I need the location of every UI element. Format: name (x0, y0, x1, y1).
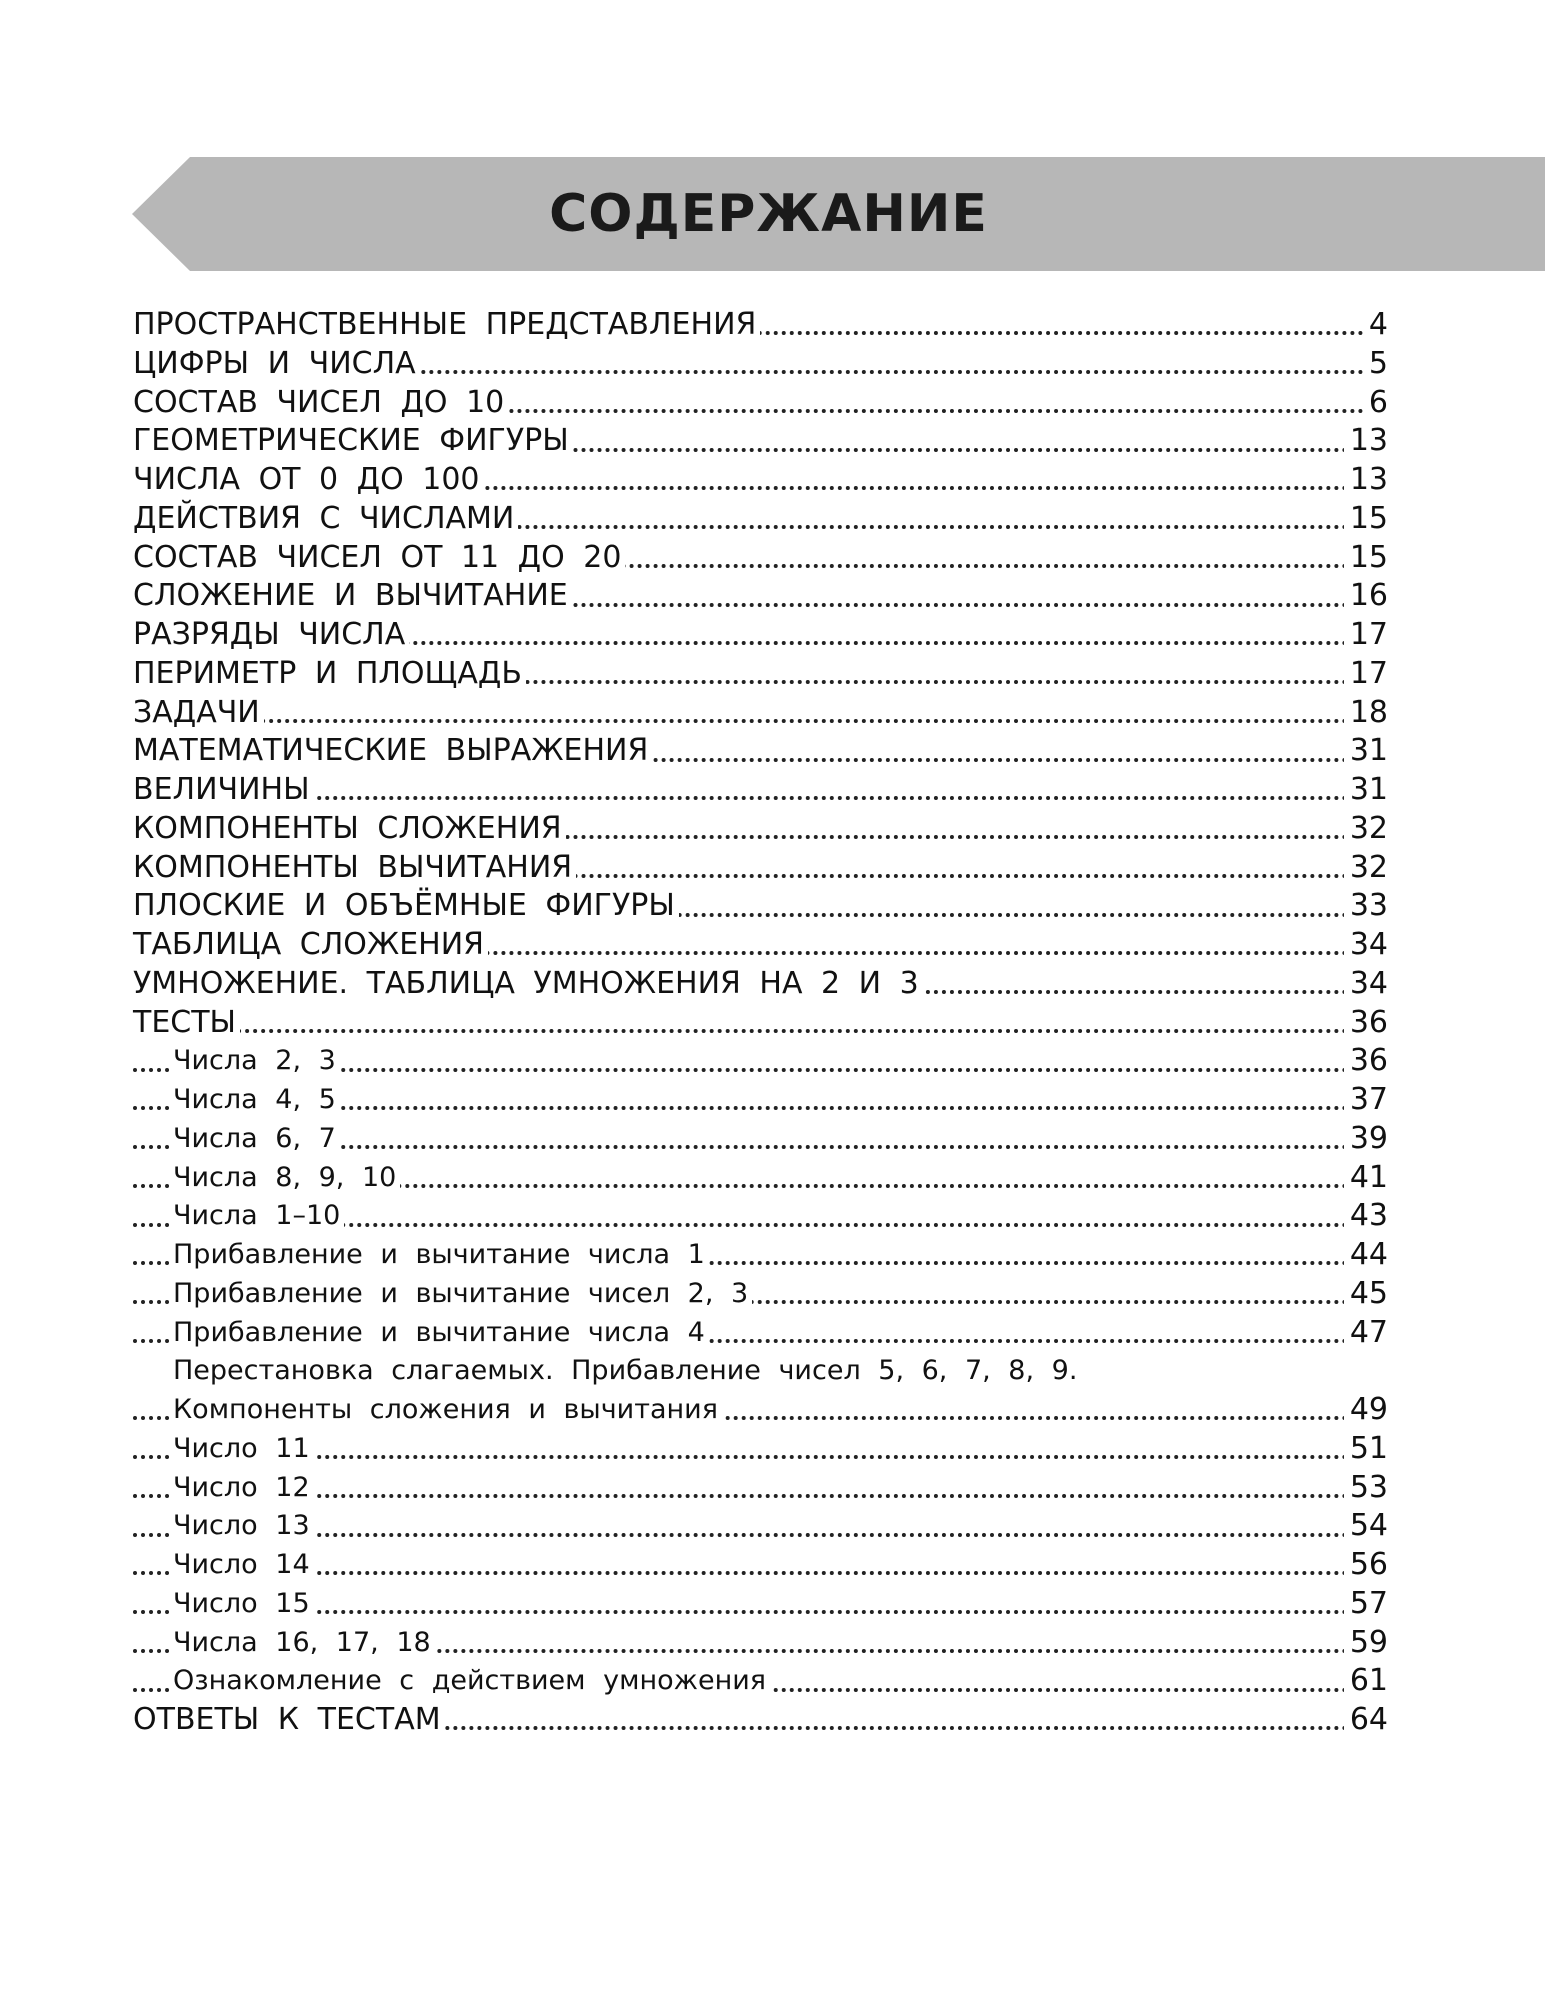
toc-entry-label: Числа 1–10 (173, 1200, 344, 1231)
toc-entry-page-number: 59 (1344, 1624, 1388, 1663)
toc-entry[interactable] (133, 887, 1388, 926)
toc-entry-page-number: 17 (1344, 616, 1388, 655)
toc-entry-label: Ознакомление с действием умножения (173, 1665, 770, 1696)
toc-entry-page-number: 44 (1344, 1236, 1388, 1275)
toc-entry-page-number: 53 (1344, 1469, 1388, 1508)
toc-subentry[interactable] (133, 1314, 1388, 1353)
toc-entry-label: Прибавление и вычитание числа 1 (173, 1239, 709, 1270)
toc-entry-page-number: 54 (1344, 1507, 1388, 1546)
toc-entry-label: Числа 4, 5 (173, 1084, 340, 1115)
toc-subentry[interactable] (133, 1546, 1388, 1585)
toc-subentry[interactable] (133, 1081, 1388, 1120)
dot-leader (133, 796, 1388, 800)
toc-entry-page-number: 6 (1363, 384, 1388, 423)
toc-entry[interactable] (133, 926, 1388, 965)
toc-entry-page-number: 5 (1363, 345, 1388, 384)
dot-leader (133, 1610, 1388, 1614)
toc-entry[interactable] (133, 965, 1388, 1004)
toc-subentry[interactable] (133, 1391, 1388, 1430)
toc-subentry[interactable] (133, 1507, 1388, 1546)
toc-entry[interactable] (133, 694, 1388, 733)
toc-entry-page-number: 49 (1344, 1391, 1388, 1430)
dot-leader (133, 1494, 1388, 1498)
toc-subentry[interactable] (133, 1042, 1388, 1081)
toc-entry-label: ПРОСТРАНСТВЕННЫЕ ПРЕДСТАВЛЕНИЯ (133, 307, 760, 342)
toc-entry-label: Перестановка слагаемых. Прибавление чисел 5, 6, 7, 8, 9. (173, 1355, 1081, 1386)
toc-subentry[interactable] (133, 1585, 1388, 1624)
toc-entry-label: Прибавление и вычитание числа 4 (173, 1317, 709, 1348)
toc-entry-label: ВЕЛИЧИНЫ (133, 772, 314, 807)
toc-entry[interactable] (133, 384, 1388, 423)
toc-entry-page-number: 33 (1344, 887, 1388, 926)
toc-entry[interactable] (133, 500, 1388, 539)
toc-entry-label: Число 13 (173, 1510, 314, 1541)
toc-entry[interactable] (133, 732, 1388, 771)
toc-entry-page-number: 32 (1344, 849, 1388, 888)
toc-entry-label: РАЗРЯДЫ ЧИСЛА (133, 617, 409, 652)
toc-entry[interactable] (133, 345, 1388, 384)
toc-entry-page-number: 64 (1344, 1701, 1388, 1740)
toc-entry-label: ЧИСЛА ОТ 0 ДО 100 (133, 462, 484, 497)
toc-entry-page-number: 61 (1344, 1662, 1388, 1701)
dot-leader (133, 1029, 1388, 1033)
toc-entry[interactable] (133, 1701, 1388, 1740)
toc-entry-page-number: 32 (1344, 810, 1388, 849)
toc-entry-page-number: 41 (1344, 1159, 1388, 1198)
toc-entry-label: КОМПОНЕНТЫ ВЫЧИТАНИЯ (133, 850, 576, 885)
toc-entry-label: ДЕЙСТВИЯ С ЧИСЛАМИ (133, 501, 518, 536)
toc-entry-page-number: 17 (1344, 655, 1388, 694)
toc-entry-page-number: 4 (1363, 306, 1388, 345)
toc-entry-page-number: 34 (1344, 965, 1388, 1004)
toc-entry-label: СЛОЖЕНИЕ И ВЫЧИТАНИЕ (133, 578, 572, 613)
toc-entry-page-number: 57 (1344, 1585, 1388, 1624)
toc-entry[interactable] (133, 539, 1388, 578)
toc-entry-label: ЗАДАЧИ (133, 695, 264, 730)
toc-entry-label: Числа 6, 7 (173, 1123, 340, 1154)
toc-subentry[interactable] (133, 1197, 1388, 1236)
toc-entry-label: ПЛОСКИЕ И ОБЪЁМНЫЕ ФИГУРЫ (133, 888, 679, 923)
page-title: СОДЕРЖАНИЕ (549, 184, 988, 244)
toc-entry-label: ПЕРИМЕТР И ПЛОЩАДЬ (133, 656, 526, 691)
toc-entry-page-number: 13 (1344, 461, 1388, 500)
toc-subentry[interactable] (133, 1120, 1388, 1159)
toc-entry-label: УМНОЖЕНИЕ. ТАБЛИЦА УМНОЖЕНИЯ НА 2 И 3 (133, 966, 923, 1001)
toc-entry-page-number: 39 (1344, 1120, 1388, 1159)
toc-entry-page-number: 18 (1344, 694, 1388, 733)
toc-subentry[interactable] (133, 1624, 1388, 1663)
toc-entry-label: Числа 2, 3 (173, 1045, 340, 1076)
toc-entry-page-number: 34 (1344, 926, 1388, 965)
dot-leader (133, 1533, 1388, 1537)
toc-entry-page-number: 47 (1344, 1314, 1388, 1353)
toc-entry-label: ОТВЕТЫ К ТЕСТАМ (133, 1702, 445, 1737)
toc-entry-label: Компоненты сложения и вычитания (173, 1394, 722, 1425)
toc-entry-page-number: 15 (1344, 539, 1388, 578)
toc-entry[interactable] (133, 616, 1388, 655)
toc-entry-label: ТАБЛИЦА СЛОЖЕНИЯ (133, 927, 488, 962)
toc-subentry[interactable] (133, 1236, 1388, 1275)
toc-entry-label: СОСТАВ ЧИСЕЛ ДО 10 (133, 385, 508, 420)
toc-entry-page-number: 36 (1344, 1042, 1388, 1081)
toc-entry-label: Число 15 (173, 1588, 314, 1619)
dot-leader (133, 1571, 1388, 1575)
toc-entry[interactable] (133, 1004, 1388, 1043)
toc-entry-page-number: 37 (1344, 1081, 1388, 1120)
toc-entry[interactable] (133, 306, 1388, 345)
toc-entry-label: Прибавление и вычитание чисел 2, 3 (173, 1278, 752, 1309)
toc-entry[interactable] (133, 655, 1388, 694)
dot-leader (133, 1455, 1388, 1459)
table-of-contents (133, 306, 1388, 1740)
toc-entry-page-number: 45 (1344, 1275, 1388, 1314)
toc-entry-label: КОМПОНЕНТЫ СЛОЖЕНИЯ (133, 811, 566, 846)
toc-entry[interactable] (133, 771, 1388, 810)
toc-entry-label: Число 12 (173, 1472, 314, 1503)
toc-subentry[interactable] (133, 1662, 1388, 1701)
toc-entry-page-number: 16 (1344, 577, 1388, 616)
toc-entry-page-number: 43 (1344, 1197, 1388, 1236)
toc-entry-label: ГЕОМЕТРИЧЕСКИЕ ФИГУРЫ (133, 423, 573, 458)
toc-entry[interactable] (133, 461, 1388, 500)
toc-entry-label: Число 14 (173, 1549, 314, 1580)
toc-subentry[interactable] (133, 1430, 1388, 1469)
toc-entry[interactable] (133, 422, 1388, 461)
toc-entry-label: МАТЕМАТИЧЕСКИЕ ВЫРАЖЕНИЯ (133, 733, 652, 768)
toc-subentry[interactable] (133, 1275, 1388, 1314)
toc-entry[interactable] (133, 849, 1388, 888)
toc-entry-label: ТЕСТЫ (133, 1005, 240, 1040)
toc-entry[interactable] (133, 810, 1388, 849)
toc-entry-page-number: 13 (1344, 422, 1388, 461)
toc-entry-label: Числа 8, 9, 10 (173, 1162, 400, 1193)
toc-entry-page-number: 31 (1344, 732, 1388, 771)
toc-entry-page-number: 15 (1344, 500, 1388, 539)
toc-subentry[interactable] (133, 1352, 1388, 1391)
dot-leader (133, 719, 1388, 723)
toc-entry-page-number: 56 (1344, 1546, 1388, 1585)
toc-entry-label: Число 11 (173, 1433, 314, 1464)
toc-subentry[interactable] (133, 1469, 1388, 1508)
toc-entry-page-number: 51 (1344, 1430, 1388, 1469)
toc-entry-page-number: 36 (1344, 1004, 1388, 1043)
toc-entry-label: ЦИФРЫ И ЧИСЛА (133, 346, 420, 381)
toc-subentry[interactable] (133, 1159, 1388, 1198)
toc-entry-label: Числа 16, 17, 18 (173, 1627, 435, 1658)
toc-entry-label: СОСТАВ ЧИСЕЛ ОТ 11 ДО 20 (133, 540, 625, 575)
toc-entry-page-number: 31 (1344, 771, 1388, 810)
toc-entry[interactable] (133, 577, 1388, 616)
